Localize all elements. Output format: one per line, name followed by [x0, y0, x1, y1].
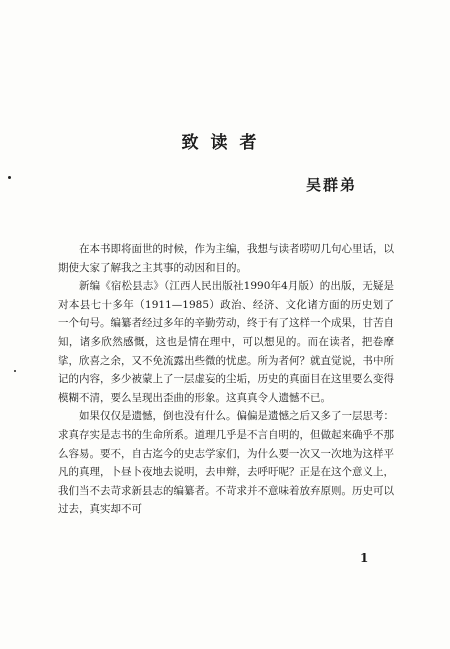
margin-speck: [14, 370, 16, 372]
margin-speck: [8, 176, 11, 179]
author-name: 吴群弟: [306, 176, 358, 194]
paragraph: 新编《宿松县志》（江西人民出版社1990年4月版）的出版，无疑是对本县七十多年（1911—1985）政治、经济、文化诸方面的历史划了一个句号。编纂者经过多年的辛勤劳动，终于有了这样一个成果，甘苦自知，诸多欣然感慨，这也是情在理中，可以想见的。而在读者，把卷摩挲，欣喜之余，又不免流露出些微的忧虑。所为者何？就直觉说，书中所记的内容，多少被蒙上了一层虚妄的尘垢，历史的真面目在这里要么变得模糊不清，要么呈现出歪曲的形象。这真真令人遗憾不已。: [58, 280, 394, 404]
paragraph: 在本书即将面世的时候，作为主编，我想与读者唠叨几句心里话，以期使大家了解我之主其事的动因和目的。: [58, 243, 394, 274]
paragraph: 如果仅仅是遗憾，倒也没有什么。偏偏是遗憾之后又多了一层思考：求真存实是志书的生命所系。道理几乎是不言自明的，但做起来确乎不那么容易。要不，自古迄今的史志学家们，为什么要一次又一次地为这样平凡的真理，卜昼卜夜地去说明，去申辩，去呼吁呢？正是在这个意义上，我们当不去苛求新县志的编纂者。不苛求并不意味着放弃原则。历史可以过去，真实却不可: [58, 410, 394, 516]
body-text: [58, 240, 394, 519]
page-title: 致读者: [181, 133, 269, 153]
page-number: 1: [360, 551, 369, 565]
